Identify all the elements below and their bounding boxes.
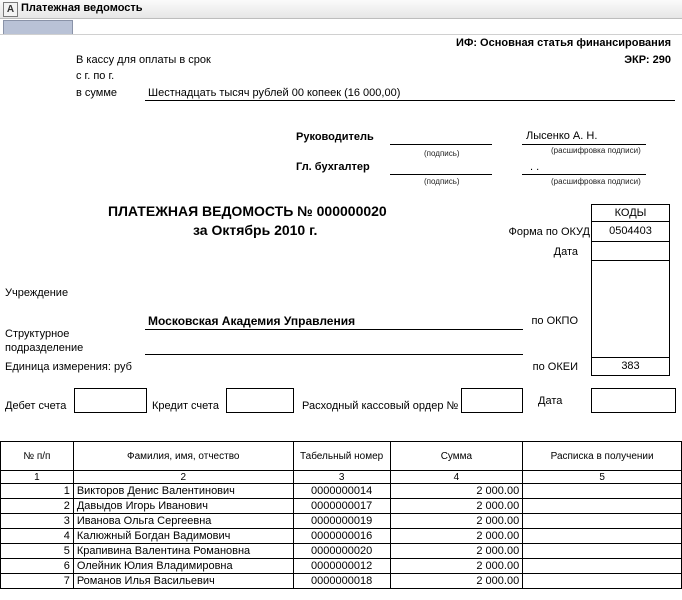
colnum-1: 1 <box>1 471 74 484</box>
sum-label: в сумме <box>76 87 118 99</box>
head-name[interactable]: Лысенко А. Н. <box>526 130 598 142</box>
table-row[interactable] <box>1 544 682 559</box>
head-name-line <box>522 144 646 145</box>
colnum-3: 3 <box>293 471 390 484</box>
row-tab[interactable]: 0000000017 <box>293 499 390 514</box>
row-name[interactable]: Давыдов Игорь Иванович <box>73 499 293 514</box>
row-sum[interactable]: 2 000.00 <box>390 574 523 589</box>
debit-field[interactable] <box>74 388 147 413</box>
head-sign-line <box>390 144 492 145</box>
institution-underline <box>145 329 523 330</box>
col-header-receipt: Расписка в получении <box>523 442 682 471</box>
department-label-1: Структурное <box>5 328 70 340</box>
col-header-number: № п/п <box>1 442 74 471</box>
table-row[interactable] <box>1 484 682 499</box>
row-tab[interactable]: 0000000016 <box>293 529 390 544</box>
row-number: 4 <box>1 529 74 544</box>
institution-label: Учреждение <box>5 287 69 299</box>
department-underline <box>145 354 523 355</box>
department-label-2: подразделение <box>5 342 84 354</box>
row-sum[interactable]: 2 000.00 <box>390 499 523 514</box>
row-tab[interactable]: 0000000014 <box>293 484 390 499</box>
codes-header: КОДЫ <box>592 205 669 222</box>
document-period: за Октябрь 2010 г. <box>193 222 318 238</box>
row-receipt[interactable] <box>523 529 682 544</box>
order-date-field[interactable] <box>591 388 676 413</box>
row-receipt[interactable] <box>523 544 682 559</box>
head-label: Руководитель <box>296 131 374 143</box>
row-name[interactable]: Олейник Юлия Владимировна <box>73 559 293 574</box>
accountant-name-line <box>522 174 646 175</box>
row-number: 7 <box>1 574 74 589</box>
sum-in-words[interactable]: Шестнадцать тысяч рублей 00 копеек (16 000,00) <box>148 87 401 99</box>
table-row[interactable] <box>1 529 682 544</box>
head-sign-caption: (подпись) <box>424 149 460 158</box>
head-decode-caption: (расшифровка подписи) <box>551 146 641 155</box>
document-title: ПЛАТЕЖНАЯ ВЕДОМОСТЬ № 000000020 <box>108 203 387 219</box>
accountant-sign-line <box>390 174 492 175</box>
row-receipt[interactable] <box>523 514 682 529</box>
accountant-name[interactable]: . . <box>530 161 540 173</box>
accountant-decode-caption: (расшифровка подписи) <box>551 177 641 186</box>
row-sum[interactable]: 2 000.00 <box>390 529 523 544</box>
colnum-4: 4 <box>390 471 523 484</box>
sheet-border <box>0 34 682 35</box>
spreadsheet-icon: A <box>3 2 18 17</box>
selected-cell[interactable] <box>3 20 73 35</box>
sum-underline <box>145 100 675 101</box>
financing-source: ИФ: Основная статья финансирования <box>456 37 671 49</box>
row-tab[interactable]: 0000000020 <box>293 544 390 559</box>
row-tab[interactable]: 0000000018 <box>293 574 390 589</box>
row-receipt[interactable] <box>523 484 682 499</box>
row-number: 6 <box>1 559 74 574</box>
col-header-tab: Табельный номер <box>293 442 390 471</box>
table-row[interactable] <box>1 514 682 529</box>
colnum-5: 5 <box>523 471 682 484</box>
table-header-row <box>1 442 682 471</box>
col-header-name: Фамилия, имя, отчество <box>73 442 293 471</box>
row-name[interactable]: Иванова Ольга Сергеевна <box>73 514 293 529</box>
cash-order-label: Расходный кассовый ордер № <box>302 400 459 412</box>
credit-field[interactable] <box>226 388 294 413</box>
row-name[interactable]: Романов Илья Васильевич <box>73 574 293 589</box>
row-name[interactable]: Крапивина Валентина Романовна <box>73 544 293 559</box>
row-number: 1 <box>1 484 74 499</box>
table-colnum-row <box>1 471 682 484</box>
row-sum[interactable]: 2 000.00 <box>390 514 523 529</box>
okud-label: Форма по ОКУД <box>508 226 590 238</box>
kassa-line2: с г. по г. <box>76 70 115 82</box>
okud-value[interactable]: 0504403 <box>592 222 669 242</box>
row-receipt[interactable] <box>523 574 682 589</box>
window-titlebar <box>0 0 682 19</box>
kassa-line1: В кассу для оплаты в срок <box>76 54 211 66</box>
row-sum[interactable]: 2 000.00 <box>390 484 523 499</box>
accountant-label: Гл. бухгалтер <box>296 161 370 173</box>
row-name[interactable]: Викторов Денис Валентинович <box>73 484 293 499</box>
row-number: 2 <box>1 499 74 514</box>
window-title: Платежная ведомость <box>21 2 143 14</box>
unit-label: Единица измерения: руб <box>5 361 132 373</box>
row-tab[interactable]: 0000000019 <box>293 514 390 529</box>
okei-label: по ОКЕИ <box>532 361 578 373</box>
accountant-sign-caption: (подпись) <box>424 177 460 186</box>
ekr-code: ЭКР: 290 <box>624 54 671 66</box>
table-row[interactable] <box>1 499 682 514</box>
okpo-code-cell[interactable] <box>592 261 669 358</box>
row-receipt[interactable] <box>523 559 682 574</box>
date-label: Дата <box>553 246 578 258</box>
payroll-table <box>0 441 682 589</box>
table-row[interactable] <box>1 574 682 589</box>
col-header-sum: Сумма <box>390 442 523 471</box>
debit-label: Дебет счета <box>5 400 67 412</box>
colnum-2: 2 <box>73 471 293 484</box>
institution-value[interactable]: Московская Академия Управления <box>148 314 356 328</box>
codes-box <box>591 204 670 376</box>
row-tab[interactable]: 0000000012 <box>293 559 390 574</box>
row-receipt[interactable] <box>523 499 682 514</box>
row-sum[interactable]: 2 000.00 <box>390 559 523 574</box>
credit-label: Кредит счета <box>152 400 219 412</box>
cash-order-field[interactable] <box>461 388 523 413</box>
okei-value[interactable]: 383 <box>621 360 640 372</box>
row-sum[interactable]: 2 000.00 <box>390 544 523 559</box>
order-date-label: Дата <box>538 395 563 407</box>
row-number: 5 <box>1 544 74 559</box>
date-code-cell[interactable] <box>592 242 669 261</box>
okpo-label: по ОКПО <box>531 315 578 327</box>
row-number: 3 <box>1 514 74 529</box>
row-name[interactable]: Калюжный Богдан Вадимович <box>73 529 293 544</box>
table-row[interactable] <box>1 559 682 574</box>
